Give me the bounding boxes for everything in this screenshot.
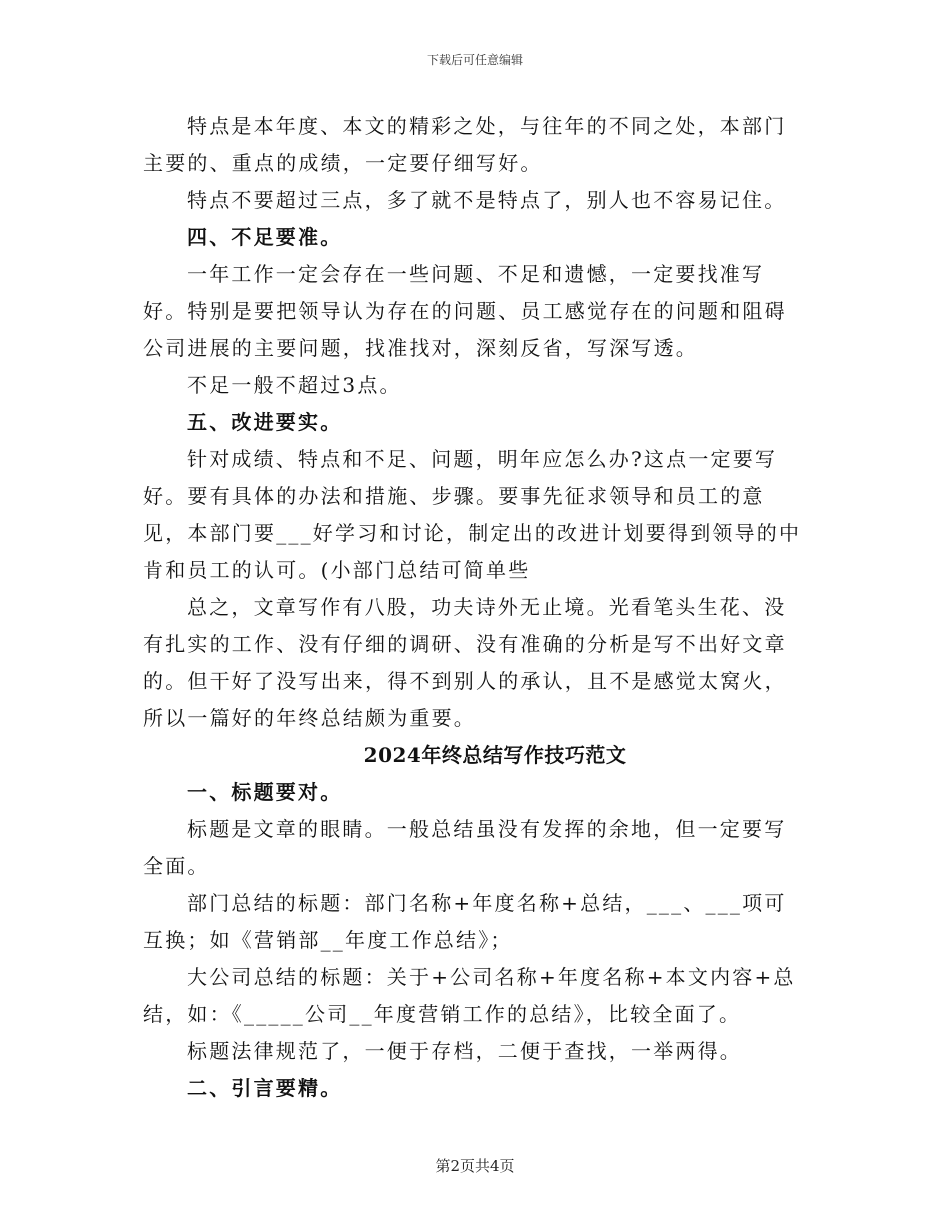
paragraph-improvements: 针对成绩、特点和不足、问题，明年应怎么办?这点一定要写好。要有具体的办法和措施、步骤。要事先征求领导和员工的意见，本部门要___好学习和讨论，制定出的改进计划要得到领导的中肯和员工的认可。(小部门总结可简单些 [143,447,802,582]
article-title: 2024年终总结写作技巧范文 [363,743,627,767]
section-heading-introduction: 二、引言要精。 [187,1076,343,1100]
paragraph-features: 特点是本年度、本文的精彩之处，与往年的不同之处，本部门主要的、重点的成绩，一定要仔细写好。 [143,114,787,175]
document-body [143,108,803,1107]
paragraph-department-title: 部门总结的标题：部门名称+年度名称+总结，___、___项可互换；如《营销部__年度工作总结》； [143,891,787,952]
paragraph-title-importance: 标题是文章的眼睛。一般总结虽没有发挥的余地，但一定要写全面。 [143,817,787,878]
section-heading-improvements: 五、改进要实。 [187,410,343,434]
paragraph-title-benefits: 标题法律规范了，一便于存档，二便于查找，一举两得。 [187,1039,742,1063]
section-heading-shortcomings: 四、不足要准。 [187,225,343,249]
paragraph-features-limit: 特点不要超过三点，多了就不是特点了，别人也不容易记住。 [187,188,787,212]
paragraph-company-title: 大公司总结的标题：关于+公司名称+年度名称+本文内容+总结，如：《_____公司__年度营销工作的总结》，比较全面了。 [143,965,796,1026]
paragraph-shortcomings-limit: 不足一般不超过3点。 [187,373,402,397]
section-heading-title: 一、标题要对。 [187,780,343,804]
paragraph-shortcomings: 一年工作一定会存在一些问题、不足和遗憾，一定要找准写好。特别是要把领导认为存在的问题、员工感觉存在的问题和阻碍公司进展的主要问题，找准找对，深刻反省，写深写透。 [143,262,787,360]
page-header: 下载后可任意编辑 [426,53,523,67]
paragraph-conclusion: 总之，文章写作有八股，功夫诗外无止境。光看笔头生花、没有扎实的工作、没有仔细的调研、没有准确的分析是写不出好文章的。但干好了没写出来，得不到别人的承认，且不是感觉太窝火，所以一篇好的年终总结颇为重要。 [143,595,787,730]
page-number: 第2页共4页 [435,1157,515,1175]
